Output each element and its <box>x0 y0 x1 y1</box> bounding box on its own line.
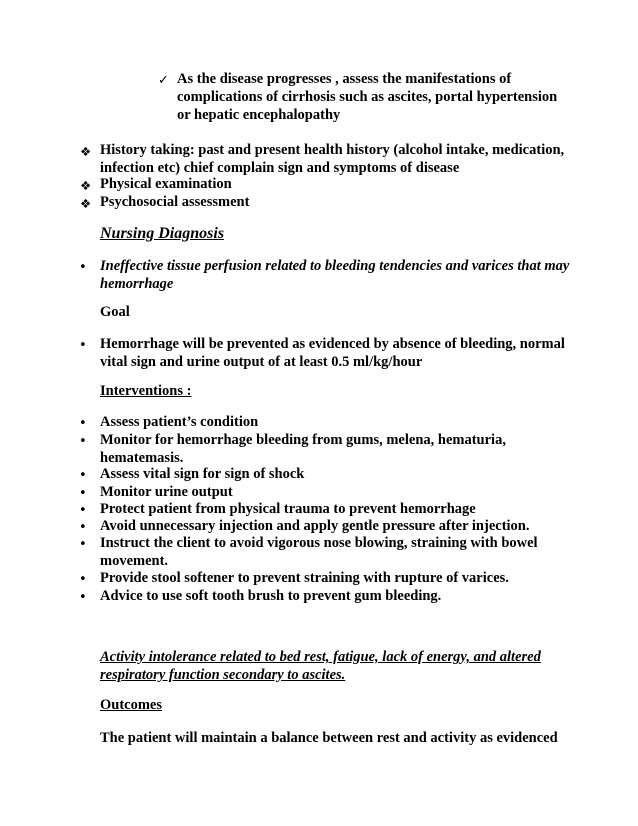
assessment-item-3: Psychosocial assessment <box>100 194 250 210</box>
intervention-7-line-1: Instruct the client to avoid vigorous nose blowing, straining with bowel <box>100 535 538 551</box>
intervention-2-line-1: Monitor for hemorrhage bleeding from gums, melena, hematuria, <box>100 432 506 448</box>
bullet-icon: • <box>79 260 87 275</box>
outcomes-text: The patient will maintain a balance between rest and activity as evidenced <box>100 730 558 746</box>
intervention-3: Assess vital sign for sign of shock <box>100 466 305 482</box>
diagnosis-2-line-1: Activity intolerance related to bed rest, fatigue, lack of energy, and altered <box>100 649 541 665</box>
diagnosis-1-line-1: Ineffective tissue perfusion related to bleeding tendencies and varices that may <box>100 258 570 274</box>
checklist-line-1: As the disease progresses , assess the manifestations of <box>177 71 512 87</box>
bullet-icon: • <box>79 434 87 449</box>
interventions-heading: Interventions : <box>100 383 192 399</box>
intervention-2-line-2: hematemasis. <box>100 450 184 466</box>
diamond-bullet-icon: ❖ <box>80 196 92 211</box>
bullet-icon: • <box>79 537 87 552</box>
bullet-icon: • <box>79 338 87 353</box>
assessment-item-2: Physical examination <box>100 176 232 192</box>
bullet-icon: • <box>79 468 87 483</box>
bullet-icon: • <box>79 486 87 501</box>
intervention-7-line-2: movement. <box>100 553 169 569</box>
checkmark-icon: ✓ <box>158 73 169 88</box>
diamond-bullet-icon: ❖ <box>80 178 92 193</box>
intervention-5: Protect patient from physical trauma to prevent hemorrhage <box>100 501 476 517</box>
bullet-icon: • <box>79 503 87 518</box>
outcomes-heading: Outcomes <box>100 697 163 713</box>
intervention-9: Advice to use soft tooth brush to prevent gum bleeding. <box>100 588 442 604</box>
diagnosis-2-line-2: respiratory function secondary to ascites. <box>100 667 346 683</box>
intervention-1: Assess patient’s condition <box>100 414 259 430</box>
diamond-bullet-icon: ❖ <box>80 144 92 159</box>
nursing-diagnosis-heading: Nursing Diagnosis <box>100 225 225 242</box>
goal-text-line-2: vital sign and urine output of at least 0.5 ml/kg/hour <box>100 354 423 370</box>
intervention-6: Avoid unnecessary injection and apply gentle pressure after injection. <box>100 518 530 534</box>
bullet-icon: • <box>79 416 87 431</box>
intervention-8: Provide stool softener to prevent straining with rupture of varices. <box>100 570 509 586</box>
diagnosis-1-line-2: hemorrhage <box>100 276 174 292</box>
checklist-line-3: or hepatic encephalopathy <box>177 107 341 123</box>
assessment-item-1-line-2: infection etc) chief complain sign and symptoms of disease <box>100 160 460 176</box>
checklist-line-2: complications of cirrhosis such as ascites, portal hypertension <box>177 89 558 105</box>
bullet-icon: • <box>79 520 87 535</box>
goal-text-line-1: Hemorrhage will be prevented as evidenced by absence of bleeding, normal <box>100 336 565 352</box>
assessment-item-1-line-1: History taking: past and present health history (alcohol intake, medication, <box>100 142 565 158</box>
bullet-icon: • <box>79 572 87 587</box>
intervention-4: Monitor urine output <box>100 484 233 500</box>
goal-heading: Goal <box>100 304 130 320</box>
bullet-icon: • <box>79 590 87 605</box>
